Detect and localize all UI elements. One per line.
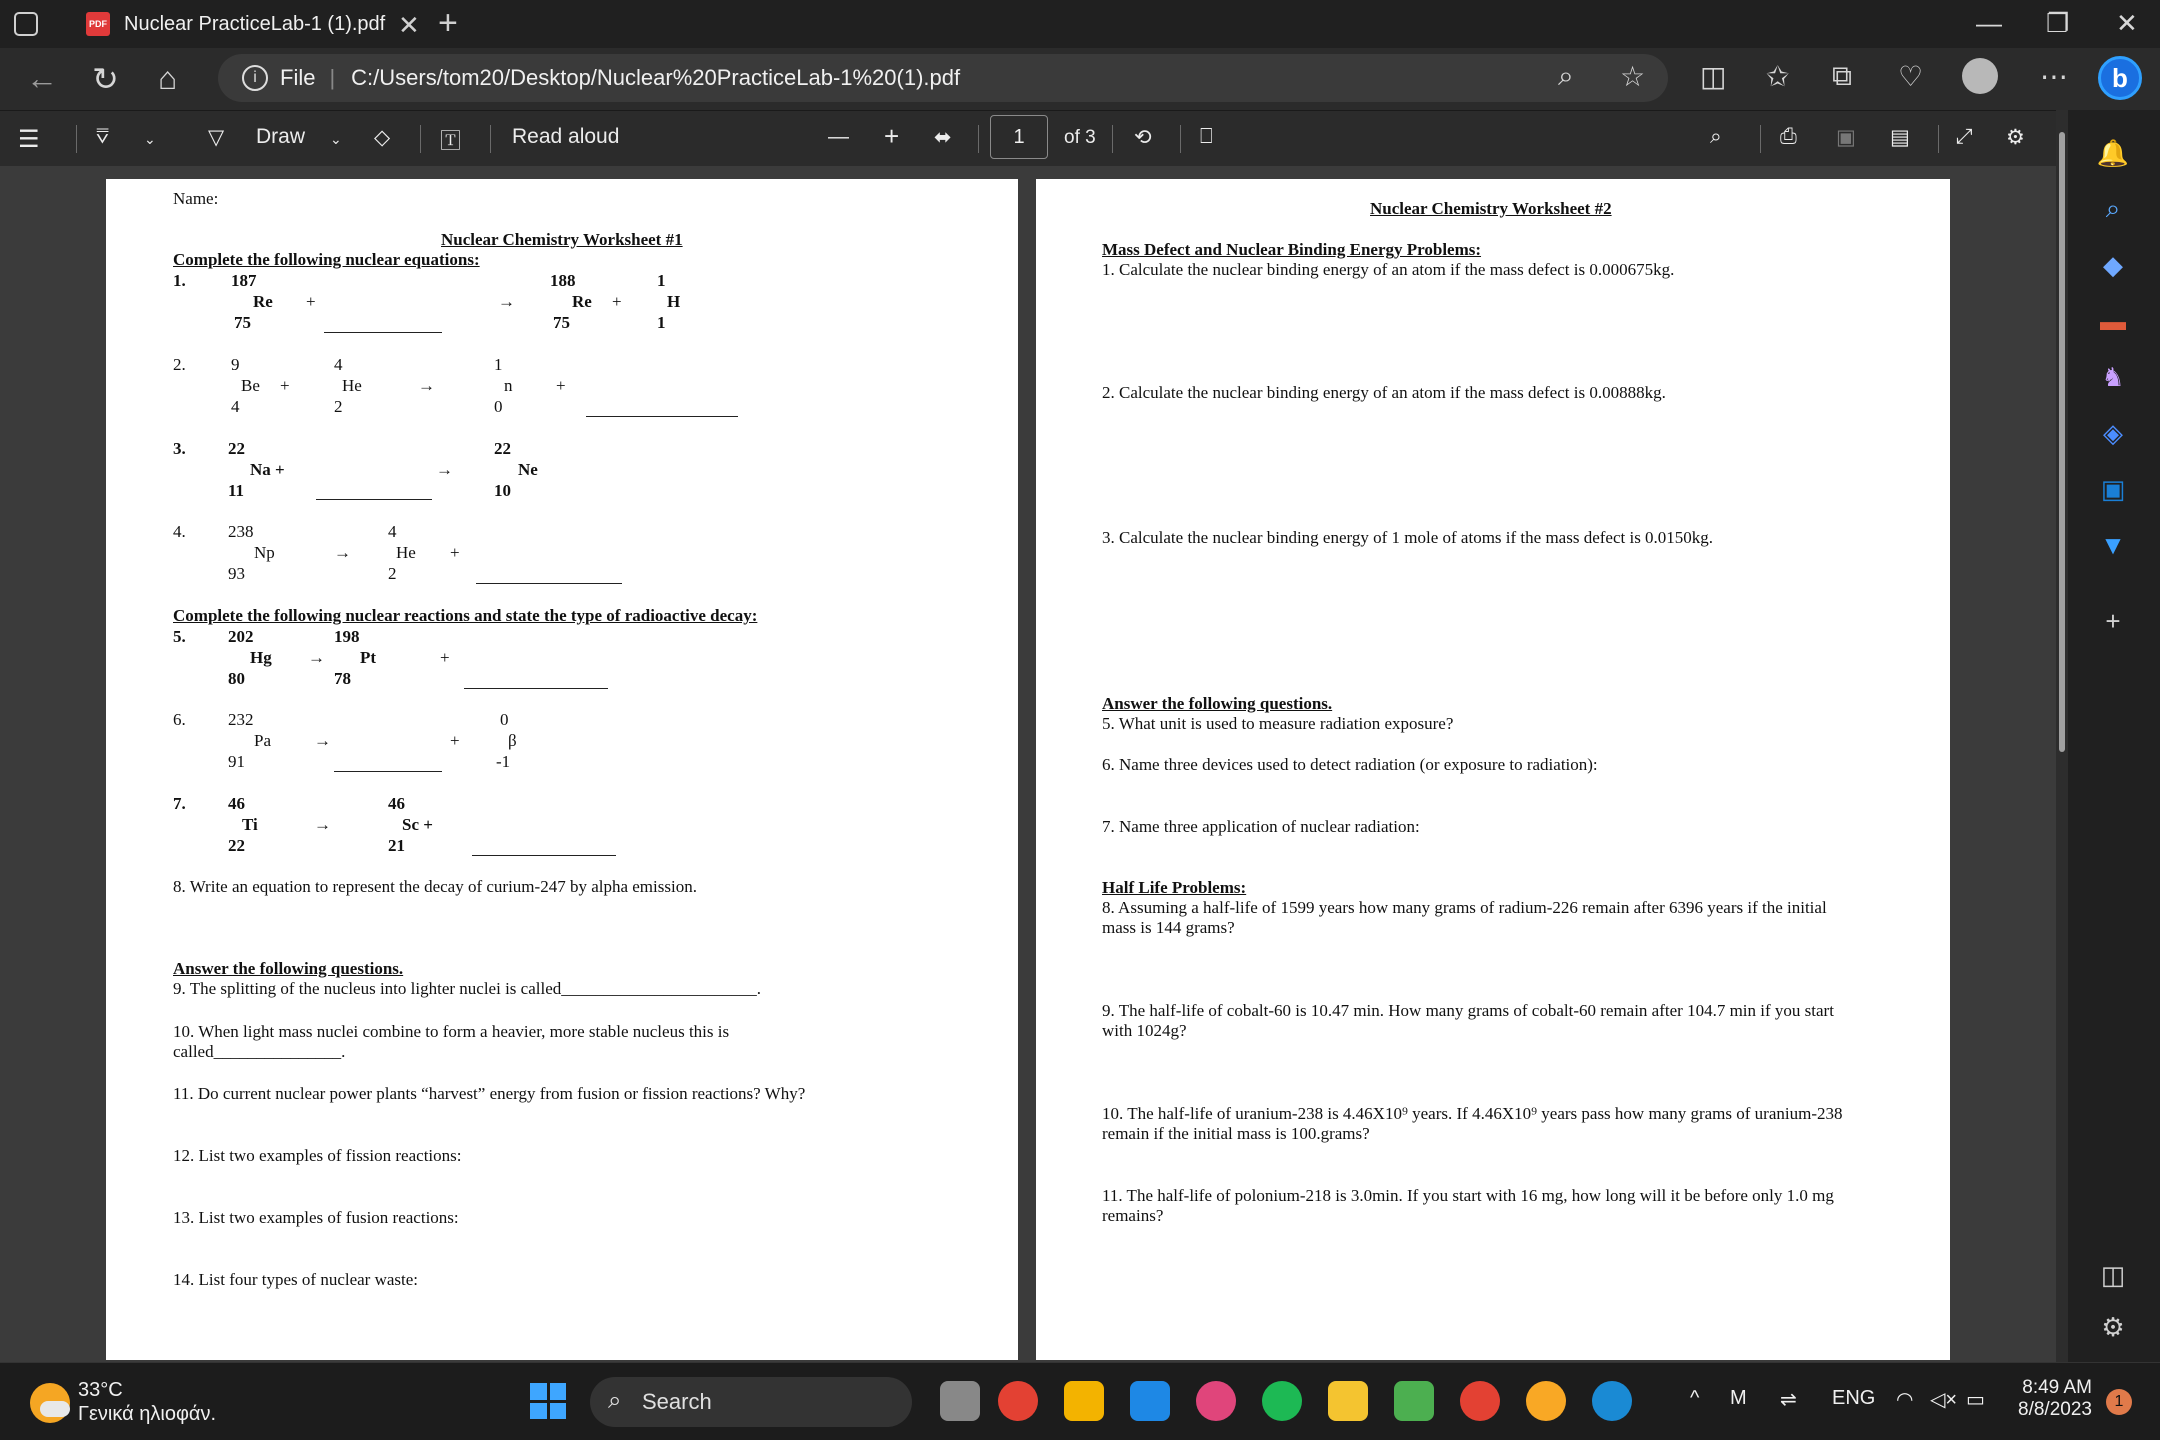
games-icon[interactable]: ♞ (2101, 361, 2125, 392)
question-9: 9. The half-life of cobalt-60 is 10.47 min. How many grams of cobalt-60 remain after 104.7 min if you start (1102, 1001, 1834, 1020)
plus-sign: + (280, 376, 290, 395)
question-7: 7. Name three application of nuclear radiation: (1102, 817, 1420, 836)
answer-blank (464, 688, 608, 689)
bing-chat-icon[interactable]: b (2098, 56, 2142, 100)
file-explorer-icon[interactable] (1328, 1381, 1368, 1421)
wifi-icon[interactable]: ◠ (1896, 1389, 1914, 1411)
page-total: of 3 (1064, 127, 1096, 148)
reaction-arrow: → (334, 543, 351, 562)
atomic-number: 11 (228, 481, 245, 500)
sidebar-settings-gear-icon[interactable]: ⚙ (2101, 1311, 2125, 1342)
chrome-canary-icon[interactable] (1526, 1381, 1566, 1421)
zoom-in-button[interactable]: + (884, 121, 900, 151)
weather-sun-icon[interactable] (30, 1383, 70, 1423)
answer-blank (476, 583, 622, 584)
copilot-icon[interactable]: ◈ (2103, 417, 2123, 448)
task-view-icon[interactable] (940, 1381, 980, 1421)
battery-icon[interactable]: ▭ (1966, 1389, 1985, 1411)
plus-sign: + (450, 731, 460, 750)
hide-sidebar-icon[interactable]: ◫ (2100, 1259, 2126, 1290)
atomic-number: 21 (388, 836, 405, 855)
plus-sign: + (556, 376, 566, 395)
section-heading: Complete the following nuclear equations: (173, 250, 480, 269)
question-10-cont: remain if the initial mass is 100.grams? (1102, 1124, 1370, 1143)
element-symbol: He (396, 543, 416, 562)
gmail-icon[interactable]: M (1730, 1387, 1747, 1409)
taskbar (0, 1362, 2160, 1440)
mass-number: 4 (334, 355, 343, 374)
draw-button[interactable]: Draw (256, 125, 306, 148)
element-symbol: Re (253, 292, 273, 311)
atomic-number: 1 (657, 313, 666, 332)
bell-icon[interactable]: 🔔 (2096, 137, 2130, 168)
element-symbol: Hg (250, 648, 272, 667)
chrome-profile-icon[interactable] (1460, 1381, 1500, 1421)
browser-essentials-icon[interactable]: ♡ (1898, 61, 1924, 92)
question-3: 3. Calculate the nuclear binding energy of 1 mole of atoms if the mass defect is 0.0150kg. (1102, 528, 1714, 547)
element-symbol: Be (241, 376, 260, 395)
mass-number: 187 (231, 271, 257, 290)
question-2: 2. Calculate the nuclear binding energy of an atom if the mass defect is 0.00888kg. (1102, 383, 1666, 402)
name-label: Name: (173, 189, 219, 208)
weather-temperature[interactable]: 33°C (78, 1379, 123, 1401)
question-12: 12. List two examples of fission reactions: (173, 1146, 462, 1165)
section-heading: Complete the following nuclear reactions and state the type of radioactive decay: (173, 606, 758, 625)
edge-icon[interactable] (1592, 1381, 1632, 1421)
question-11: 11. Do current nuclear power plants “harvest” energy from fusion or fission reactions? Why? (173, 1084, 806, 1103)
mass-number: 22 (494, 439, 511, 458)
plus-sign: + (306, 292, 316, 311)
favorites-icon[interactable]: ✩ (1766, 61, 1790, 92)
question-number: 7. (173, 794, 186, 813)
atomic-number: 78 (334, 669, 351, 688)
mass-number: 9 (231, 355, 240, 374)
worksheet-2-title: Nuclear Chemistry Worksheet #2 (1370, 199, 1612, 218)
question-6: 6. Name three devices used to detect radiation (or exposure to radiation): (1102, 755, 1598, 774)
answer-blank (334, 771, 442, 772)
outlook-icon[interactable]: ▣ (2100, 473, 2126, 504)
search-icon: ⌕ (608, 1387, 622, 1414)
atomic-number: 4 (231, 397, 240, 416)
profile-avatar[interactable] (1962, 58, 1998, 94)
more-options-icon[interactable]: ⋯ (2040, 61, 2068, 92)
language-indicator[interactable]: ENG (1832, 1387, 1876, 1409)
mass-number: 0 (500, 710, 509, 729)
split-screen-icon[interactable]: ◫ (1700, 61, 1727, 92)
question-8: 8. Write an equation to represent the decay of curium-247 by alpha emission. (173, 877, 697, 896)
store-icon[interactable] (1064, 1381, 1104, 1421)
atomic-number: 22 (228, 836, 245, 855)
music-icon[interactable] (1196, 1381, 1236, 1421)
url-prefix: File (280, 65, 316, 90)
pdf-toolbar (0, 110, 2160, 166)
atomic-number: -1 (496, 752, 511, 771)
chrome-icon[interactable] (998, 1381, 1038, 1421)
highlight-icon[interactable]: ⩢ (96, 125, 109, 148)
atomic-number: 75 (234, 313, 251, 332)
mass-number: 232 (228, 710, 254, 729)
reaction-arrow: → (436, 460, 453, 479)
question-number: 1. (173, 271, 186, 290)
toolbar-divider (1938, 125, 1939, 153)
question-11-cont: remains? (1102, 1206, 1164, 1225)
plus-sign: + (612, 292, 622, 311)
question-1: 1. Calculate the nuclear binding energy of an atom if the mass defect is 0.000675kg. (1102, 260, 1675, 279)
search-label: Search (642, 1389, 712, 1414)
scrollbar-thumb[interactable] (2059, 132, 2065, 752)
question-number: 5. (173, 627, 186, 646)
toolbar-divider (420, 125, 421, 153)
add-icon[interactable]: + (2105, 605, 2121, 636)
toolbar-divider (978, 125, 979, 153)
toolbar-divider (1180, 125, 1181, 153)
reaction-arrow: → (498, 292, 515, 311)
contents-icon[interactable]: ☰ (18, 126, 40, 153)
toolbar-divider (1112, 125, 1113, 153)
answer-blank (472, 855, 616, 856)
beta-symbol: β (508, 731, 517, 750)
answer-blank (586, 416, 738, 417)
question-9-cont: with 1024g? (1102, 1021, 1187, 1040)
question-8: 8. Assuming a half-life of 1599 years how many grams of radium-226 remain after 6396 years if the initial (1102, 898, 1827, 917)
toolbar-divider (1760, 125, 1761, 153)
clock-date: 8/8/2023 (2018, 1399, 2092, 1420)
section-heading: Answer the following questions. (1102, 694, 1333, 713)
mass-number: 1 (494, 355, 503, 374)
restore-button[interactable]: ❐ (2046, 8, 2070, 38)
favorite-star-icon[interactable]: ☆ (1620, 61, 1646, 92)
mass-number: 238 (228, 522, 254, 541)
question-9: 9. The splitting of the nucleus into lighter nuclei is called_______________________. (173, 979, 761, 998)
save-as-icon[interactable]: ▤ (1890, 126, 1910, 149)
pdf-page-1 (106, 179, 1018, 1360)
tab-actions-icon[interactable] (14, 12, 38, 36)
question-10-cont: called_______________. (173, 1042, 346, 1061)
minecraft-icon[interactable] (1394, 1381, 1434, 1421)
print-icon[interactable]: ⎙ (1780, 125, 1797, 148)
minimize-button[interactable]: — (1976, 8, 2002, 38)
element-symbol: Pt (360, 648, 377, 667)
atomic-number: 80 (228, 669, 245, 688)
weather-condition[interactable]: Γενικά ηλιοφάν. (78, 1403, 217, 1425)
element-symbol: Sc + (402, 815, 433, 834)
element-symbol: H (667, 292, 681, 311)
toolbox-icon[interactable]: ▬ (2100, 305, 2126, 336)
notification-badge[interactable]: 1 (2106, 1389, 2132, 1415)
mass-number: 1 (657, 271, 666, 290)
save-icon[interactable]: ▣ (1836, 126, 1856, 149)
question-10: 10. When light mass nuclei combine to form a heavier, more stable nucleus this is (173, 1022, 730, 1041)
page-number-input[interactable]: 1 (990, 115, 1048, 159)
close-window-button[interactable]: ✕ (2116, 8, 2138, 38)
question-13: 13. List two examples of fusion reactions: (173, 1208, 459, 1227)
question-14: 14. List four types of nuclear waste: (173, 1270, 419, 1289)
search-icon[interactable]: ⌕ (1710, 125, 1722, 148)
mass-number: 46 (388, 794, 405, 813)
question-number: 4. (173, 522, 186, 541)
question-number: 6. (173, 710, 186, 729)
plus-sign: + (440, 648, 450, 667)
taskbar-search[interactable] (590, 1377, 912, 1427)
shopping-tag-icon[interactable]: ◆ (2103, 249, 2123, 280)
mass-number: 188 (550, 271, 576, 290)
element-symbol: Ti (242, 815, 258, 834)
rotate-icon[interactable]: ⟲ (1134, 126, 1152, 149)
question-number: 3. (173, 439, 186, 458)
url-text[interactable]: C:/Users/tom20/Desktop/Nuclear%20PracticeLab-1%20(1).pdf (351, 65, 961, 90)
section-heading: Half Life Problems: (1102, 878, 1247, 897)
title-bar (0, 0, 2160, 48)
section-heading: Mass Defect and Nuclear Binding Energy Problems: (1102, 240, 1482, 259)
pdf-settings-gear-icon[interactable]: ⚙ (2006, 126, 2025, 149)
clock[interactable] (2018, 1377, 2092, 1421)
element-symbol: n (504, 376, 513, 395)
atomic-number: 10 (494, 481, 511, 500)
collections-icon[interactable]: ⧉ (1832, 60, 1852, 91)
question-5: 5. What unit is used to measure radiation exposure? (1102, 714, 1454, 733)
tab-active[interactable] (70, 0, 430, 48)
pdf-page-2 (1036, 179, 1950, 1360)
mass-number: 202 (228, 627, 254, 646)
eraser-icon[interactable]: ◇ (374, 126, 391, 149)
fullscreen-icon[interactable]: ⤢ (1956, 125, 1973, 148)
refresh-icon[interactable]: ↻ (92, 61, 119, 97)
pdf-file-icon: PDF (86, 12, 110, 36)
clock-time: 8:49 AM (2022, 1377, 2092, 1398)
info-icon[interactable]: i (242, 65, 268, 91)
question-11: 11. The half-life of polonium-218 is 3.0min. If you start with 16 mg, how long will it be before only 1.0 mg (1102, 1186, 1834, 1205)
search-icon[interactable]: ⌕ (2105, 193, 2121, 223)
edge-sidebar (2068, 110, 2160, 1362)
reaction-arrow: → (314, 731, 331, 750)
app-tray-icon[interactable]: ⇌ (1780, 1389, 1797, 1411)
element-symbol: He (342, 376, 362, 395)
address-bar[interactable] (218, 54, 1668, 102)
atomic-number: 0 (494, 397, 503, 416)
vertical-scrollbar[interactable] (2056, 110, 2068, 1362)
mass-number: 4 (388, 522, 397, 541)
atomic-number: 93 (228, 564, 245, 583)
back-arrow-icon[interactable]: ← (26, 60, 58, 96)
element-symbol: Np (254, 543, 275, 562)
question-number: 2. (173, 355, 186, 374)
read-aloud-button[interactable]: Read aloud (512, 125, 620, 148)
chevron-up-icon[interactable]: ^ (1690, 1387, 1700, 1409)
tab-title: Nuclear PracticeLab-1 (1).pdf (124, 12, 386, 35)
onedrive-icon[interactable] (1130, 1381, 1170, 1421)
worksheet-1-title: Nuclear Chemistry Worksheet #1 (441, 230, 683, 249)
zoom-icon[interactable]: ⌕ (1558, 60, 1574, 91)
answer-blank (324, 332, 442, 333)
element-symbol: Na + (250, 460, 285, 479)
zoom-out-button[interactable]: — (828, 125, 849, 148)
home-icon[interactable]: ⌂ (158, 60, 178, 96)
chevron-down-icon[interactable]: ⌄ (144, 131, 156, 147)
tab-close-icon[interactable]: ✕ (398, 10, 420, 40)
mass-number: 22 (228, 439, 245, 458)
reaction-arrow: → (308, 648, 325, 667)
spotify-icon[interactable] (1262, 1381, 1302, 1421)
reaction-arrow: → (314, 815, 331, 834)
fit-width-icon[interactable]: ⬌ (934, 126, 952, 149)
toolbar-divider (76, 125, 77, 153)
answer-blank (316, 499, 432, 500)
start-button[interactable] (530, 1383, 566, 1419)
url-divider: | (329, 65, 336, 90)
section-heading: Answer the following questions. (173, 959, 404, 978)
element-symbol: Pa (254, 731, 271, 750)
question-8-cont: mass is 144 grams? (1102, 918, 1235, 937)
toolbar-divider (490, 125, 491, 153)
mass-number: 46 (228, 794, 245, 813)
volume-icon[interactable]: ◁× (1930, 1389, 1958, 1411)
atomic-number: 2 (388, 564, 397, 583)
atomic-number: 2 (334, 397, 343, 416)
new-tab-button[interactable]: + (438, 4, 458, 42)
element-symbol: Re (572, 292, 592, 311)
address-toolbar (0, 48, 2160, 110)
element-symbol: Ne (518, 460, 538, 479)
atomic-number: 75 (553, 313, 570, 332)
chevron-down-icon[interactable]: ⌄ (330, 131, 342, 147)
plus-sign: + (450, 543, 460, 562)
atomic-number: 91 (228, 752, 245, 771)
question-10: 10. The half-life of uranium-238 is 4.46X10⁹ years. If 4.46X10⁹ years pass how many grams of uranium-238 (1102, 1104, 1843, 1123)
drop-icon[interactable]: ▼ (2100, 529, 2126, 560)
reaction-arrow: → (418, 376, 435, 395)
page-view-icon[interactable]: ⎕ (1200, 125, 1213, 148)
mass-number: 198 (334, 627, 360, 646)
add-text-icon[interactable]: 🅃 (440, 130, 461, 153)
draw-pen-icon[interactable]: ▽ (208, 126, 225, 149)
